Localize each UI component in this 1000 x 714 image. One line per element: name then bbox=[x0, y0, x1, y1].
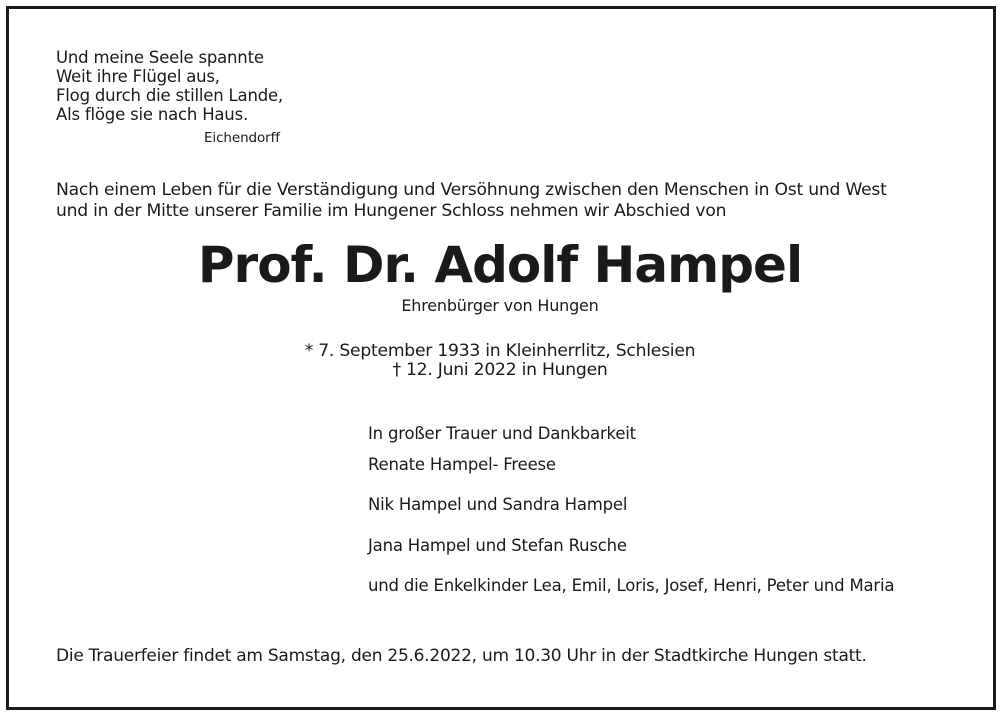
mourner-name: und die Enkelkinder Lea, Emil, Loris, Josef, Henri, Peter und Maria bbox=[368, 576, 895, 595]
poem-author: Eichendorff bbox=[204, 130, 280, 146]
poem-line: Und meine Seele spannte bbox=[56, 48, 264, 67]
poem bbox=[56, 48, 283, 124]
mourners-intro: In großer Trauer und Dankbarkeit bbox=[368, 424, 636, 443]
poem-line: Flog durch die stillen Lande, bbox=[56, 86, 283, 105]
poem-line: Als flöge sie nach Haus. bbox=[56, 105, 249, 124]
honorary-title: Ehrenbürger von Hungen bbox=[401, 296, 599, 315]
funeral-info: Die Trauerfeier findet am Samstag, den 25.6.2022, um 10.30 Uhr in der Stadtkirche Hungen statt. bbox=[56, 646, 867, 666]
death-date: † 12. Juni 2022 in Hungen bbox=[392, 360, 608, 380]
intro-line: Nach einem Leben für die Verständigung und Versöhnung zwischen den Menschen in Ost und West bbox=[56, 180, 887, 200]
deceased-name: Prof. Dr. Adolf Hampel bbox=[197, 236, 803, 294]
poem-line: Weit ihre Flügel aus, bbox=[56, 67, 220, 86]
mourner-name: Renate Hampel- Freese bbox=[368, 455, 556, 474]
life-dates bbox=[0, 342, 1000, 380]
intro-text bbox=[56, 180, 887, 222]
intro-line: und in der Mitte unserer Familie im Hungener Schloss nehmen wir Abschied von bbox=[56, 201, 727, 221]
birth-date: * 7. September 1933 in Kleinherrlitz, Schlesien bbox=[304, 341, 696, 361]
mourner-name: Jana Hampel und Stefan Rusche bbox=[368, 536, 627, 555]
mourner-name: Nik Hampel und Sandra Hampel bbox=[368, 495, 628, 514]
